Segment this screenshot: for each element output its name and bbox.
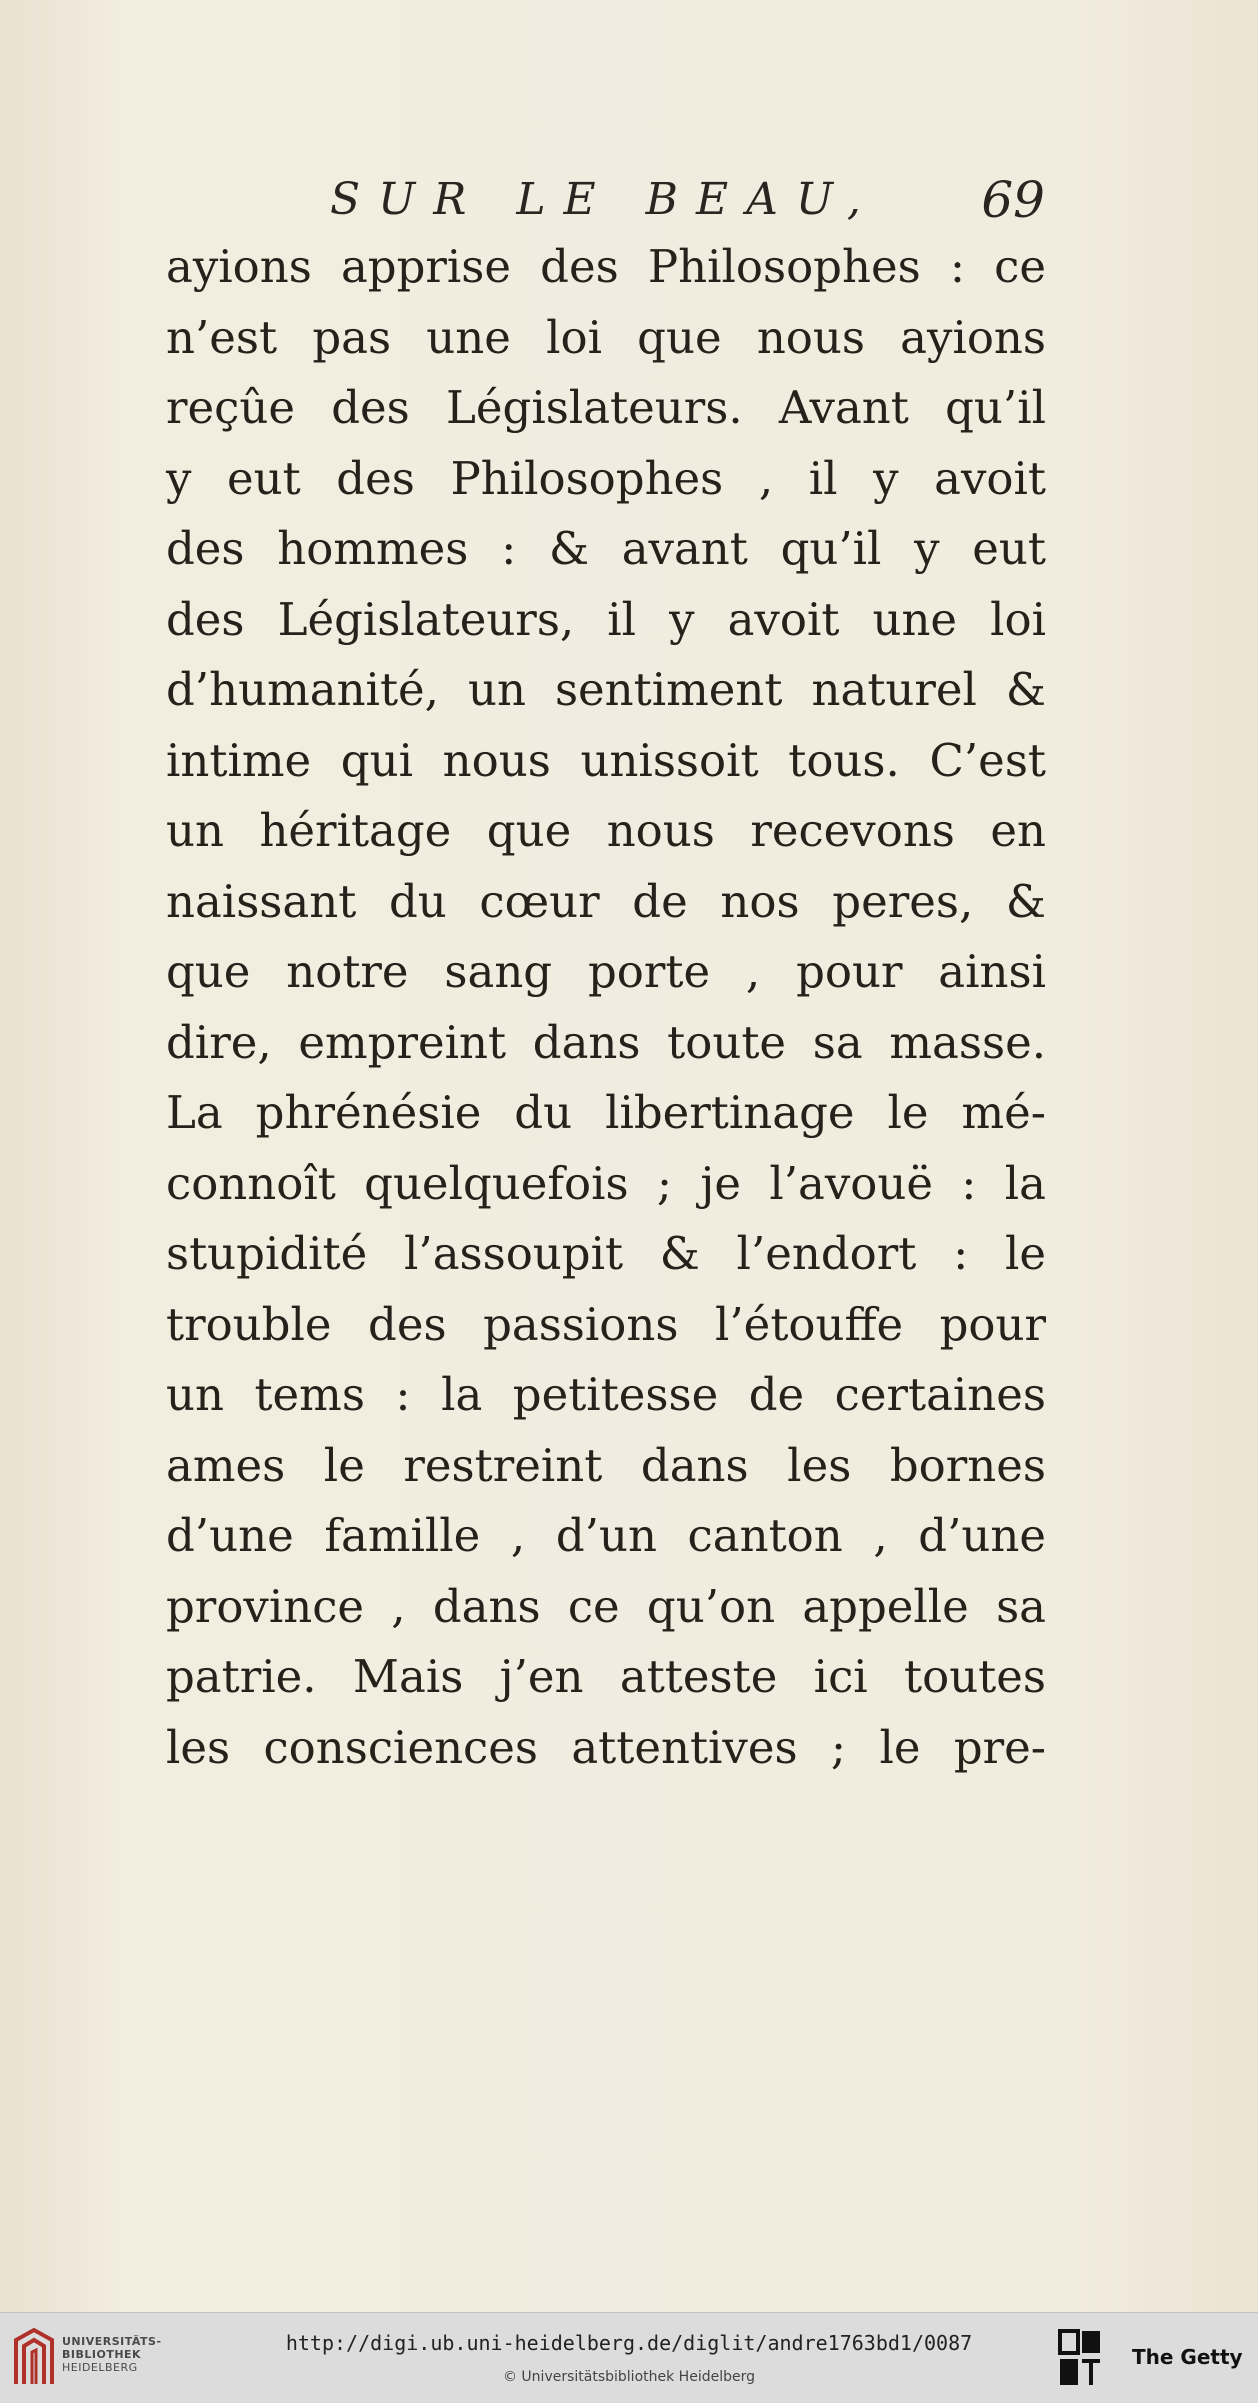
text-line: patrie. Mais j’en atteste ici toutes <box>166 1650 1046 1703</box>
text-line: y eut des Philosophes , il y avoit <box>166 451 1046 505</box>
text-line: trouble des passions l’étouffe pour <box>166 1297 1046 1351</box>
running-title: SUR LE BEAU, <box>330 174 879 225</box>
text-line: La phrénésie du libertinage le mé- <box>166 1086 1046 1139</box>
text-line: que notre sang porte , pour ainsi <box>166 945 1046 998</box>
text-line: stupidité l’assoupit & l’endort : le <box>166 1227 1046 1280</box>
library-name-line: HEIDELBERG <box>62 2361 138 2374</box>
body-text <box>166 232 1046 1783</box>
text-line: d’une famille , d’un canton , d’une <box>166 1509 1046 1562</box>
permalink-url[interactable]: http://digi.ub.uni-heidelberg.de/diglit/andre1763bd1/0087 <box>285 2331 973 2355</box>
text-line: naissant du cœur de nos peres, & <box>166 874 1046 928</box>
library-name-line: BIBLIOTHEK <box>62 2348 142 2361</box>
text-line: un héritage que nous recevons en <box>166 804 1046 857</box>
text-line: dire, empreint dans toute sa masse. <box>166 1015 1046 1069</box>
text-line: province , dans ce qu’on appelle sa <box>166 1579 1046 1633</box>
running-head <box>330 165 1045 235</box>
text-line: ayions apprise des Philosophes : ce <box>166 240 1046 293</box>
getty-logo-icon <box>1058 2329 1102 2387</box>
viewer-footer <box>0 2312 1258 2403</box>
text-line: d’humanité, un sentiment naturel & <box>166 663 1046 716</box>
text-line: ames le restreint dans les bornes <box>166 1438 1046 1492</box>
page-number: 69 <box>981 171 1045 229</box>
text-line: connoît quelquefois ; je l’avouë : la <box>166 1156 1046 1210</box>
text-line: reçûe des Législateurs. Avant qu’il <box>166 381 1046 434</box>
text-line: des hommes : & avant qu’il y eut <box>166 522 1046 575</box>
copyright-notice: © Universitätsbibliothek Heidelberg <box>502 2369 755 2385</box>
partner-name: The Getty <box>1132 2345 1243 2369</box>
text-line: intime qui nous unissoit tous. C’est <box>166 733 1046 787</box>
text-line: les consciences attentives ; le pre- <box>166 1720 1046 1774</box>
library-name-line: UNIVERSITÄTS- <box>62 2335 162 2348</box>
text-line: n’est pas une loi que nous ayions <box>166 310 1046 364</box>
text-line: un tems : la petitesse de certaines <box>166 1368 1046 1421</box>
text-line: des Législateurs, il y avoit une loi <box>166 592 1046 646</box>
